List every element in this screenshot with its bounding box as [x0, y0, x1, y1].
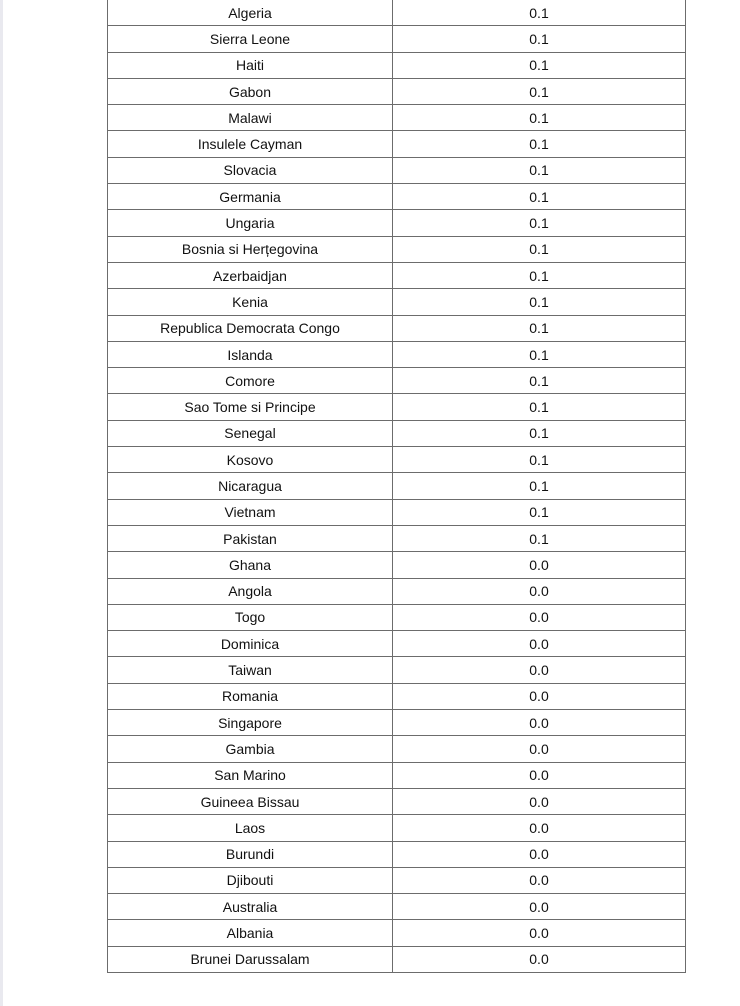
value-cell: 0.0	[393, 631, 686, 657]
value-cell: 0.1	[393, 499, 686, 525]
value-cell: 0.1	[393, 447, 686, 473]
value-cell: 0.1	[393, 368, 686, 394]
country-cell: Vietnam	[108, 499, 393, 525]
table-row	[108, 657, 686, 683]
table-row	[108, 788, 686, 814]
value-cell: 0.1	[393, 315, 686, 341]
table-row	[108, 184, 686, 210]
country-cell: Romania	[108, 683, 393, 709]
country-cell: Djibouti	[108, 867, 393, 893]
table-row	[108, 578, 686, 604]
value-cell: 0.0	[393, 894, 686, 920]
table-body	[108, 0, 686, 972]
table-row	[108, 867, 686, 893]
table-row	[108, 762, 686, 788]
value-cell: 0.1	[393, 525, 686, 551]
country-cell: Kosovo	[108, 447, 393, 473]
country-cell: Guineea Bissau	[108, 788, 393, 814]
table-row	[108, 841, 686, 867]
table-row	[108, 0, 686, 26]
country-cell: Azerbaidjan	[108, 262, 393, 288]
country-cell: Dominica	[108, 631, 393, 657]
country-cell: Republica Democrata Congo	[108, 315, 393, 341]
value-cell: 0.0	[393, 867, 686, 893]
country-cell: Islanda	[108, 341, 393, 367]
country-cell: San Marino	[108, 762, 393, 788]
table-row	[108, 420, 686, 446]
value-cell: 0.0	[393, 788, 686, 814]
table-row	[108, 946, 686, 972]
table-row	[108, 52, 686, 78]
table-row	[108, 236, 686, 262]
value-cell: 0.1	[393, 394, 686, 420]
value-cell: 0.1	[393, 236, 686, 262]
value-cell: 0.1	[393, 210, 686, 236]
country-cell: Algeria	[108, 0, 393, 26]
value-cell: 0.1	[393, 0, 686, 26]
country-cell: Ungaria	[108, 210, 393, 236]
table-row	[108, 552, 686, 578]
table-row	[108, 394, 686, 420]
table-row	[108, 157, 686, 183]
country-cell: Malawi	[108, 105, 393, 131]
value-cell: 0.1	[393, 289, 686, 315]
value-cell: 0.0	[393, 710, 686, 736]
value-cell: 0.0	[393, 841, 686, 867]
table-row	[108, 78, 686, 104]
country-cell: Ghana	[108, 552, 393, 578]
table-row	[108, 262, 686, 288]
table-row	[108, 499, 686, 525]
value-cell: 0.1	[393, 473, 686, 499]
country-cell: Taiwan	[108, 657, 393, 683]
country-cell: Comore	[108, 368, 393, 394]
value-cell: 0.1	[393, 105, 686, 131]
table-row	[108, 736, 686, 762]
country-cell: Laos	[108, 815, 393, 841]
value-cell: 0.0	[393, 683, 686, 709]
table-row	[108, 473, 686, 499]
value-cell: 0.0	[393, 946, 686, 972]
table-row	[108, 894, 686, 920]
value-cell: 0.1	[393, 78, 686, 104]
country-cell: Sao Tome si Principe	[108, 394, 393, 420]
value-cell: 0.1	[393, 157, 686, 183]
table-row	[108, 631, 686, 657]
value-cell: 0.0	[393, 815, 686, 841]
table-row	[108, 368, 686, 394]
value-cell: 0.1	[393, 52, 686, 78]
table-row	[108, 131, 686, 157]
country-cell: Sierra Leone	[108, 26, 393, 52]
country-cell: Singapore	[108, 710, 393, 736]
country-cell: Germania	[108, 184, 393, 210]
country-cell: Nicaragua	[108, 473, 393, 499]
value-cell: 0.0	[393, 920, 686, 946]
value-cell: 0.1	[393, 131, 686, 157]
value-cell: 0.1	[393, 420, 686, 446]
country-cell: Slovacia	[108, 157, 393, 183]
value-cell: 0.1	[393, 184, 686, 210]
value-cell: 0.0	[393, 552, 686, 578]
country-values-table	[107, 0, 686, 973]
country-cell: Togo	[108, 604, 393, 630]
country-cell: Burundi	[108, 841, 393, 867]
country-cell: Australia	[108, 894, 393, 920]
value-cell: 0.1	[393, 341, 686, 367]
value-cell: 0.0	[393, 578, 686, 604]
value-cell: 0.0	[393, 762, 686, 788]
country-cell: Kenia	[108, 289, 393, 315]
value-cell: 0.0	[393, 657, 686, 683]
table-row	[108, 341, 686, 367]
table-row	[108, 210, 686, 236]
table-row	[108, 815, 686, 841]
table-row	[108, 920, 686, 946]
table-row	[108, 525, 686, 551]
table-row	[108, 26, 686, 52]
table-row	[108, 604, 686, 630]
country-cell: Gabon	[108, 78, 393, 104]
country-cell: Gambia	[108, 736, 393, 762]
country-cell: Pakistan	[108, 525, 393, 551]
table-row	[108, 105, 686, 131]
value-cell: 0.1	[393, 26, 686, 52]
country-cell: Albania	[108, 920, 393, 946]
value-cell: 0.0	[393, 604, 686, 630]
country-cell: Brunei Darussalam	[108, 946, 393, 972]
table-row	[108, 289, 686, 315]
country-cell: Haiti	[108, 52, 393, 78]
country-cell: Angola	[108, 578, 393, 604]
table-row	[108, 710, 686, 736]
page-left-edge	[0, 0, 3, 1006]
table-row	[108, 447, 686, 473]
value-cell: 0.0	[393, 736, 686, 762]
country-cell: Senegal	[108, 420, 393, 446]
country-cell: Bosnia si Herțegovina	[108, 236, 393, 262]
table-row	[108, 315, 686, 341]
country-cell: Insulele Cayman	[108, 131, 393, 157]
value-cell: 0.1	[393, 262, 686, 288]
table-row	[108, 683, 686, 709]
